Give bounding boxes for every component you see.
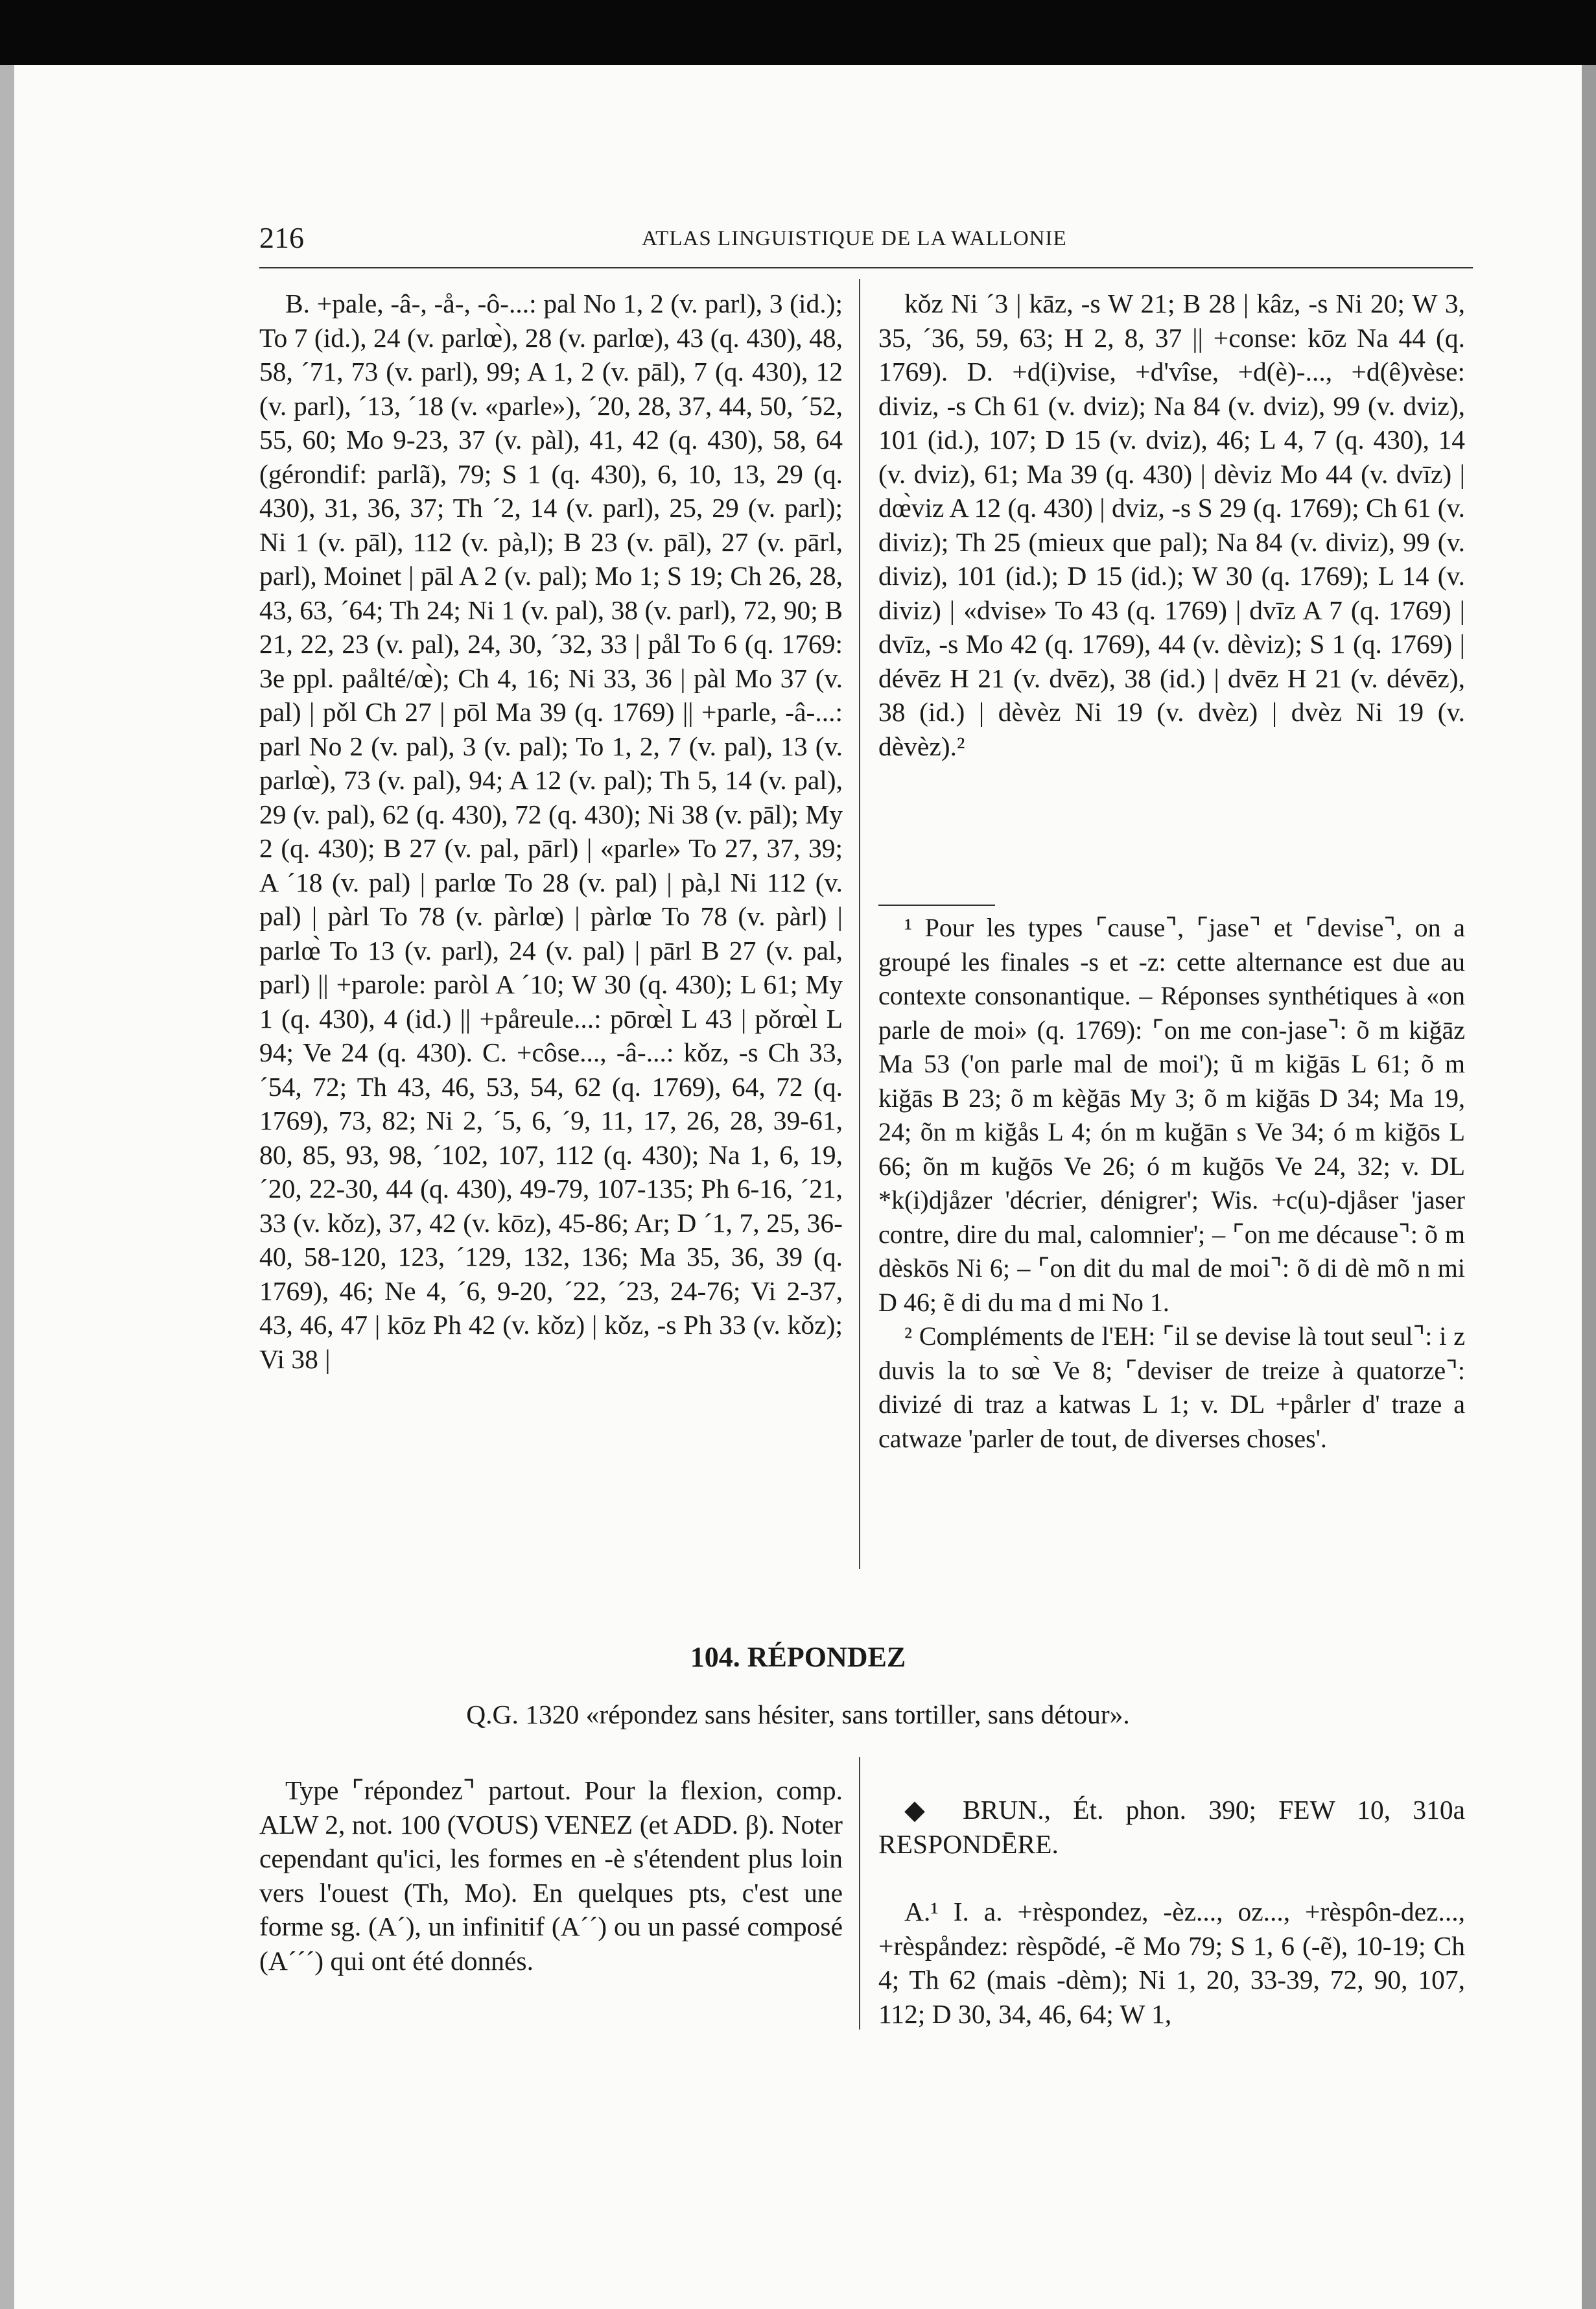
entry-text: A.¹ I. a. +rèspondez, -èz..., oz..., +rèspôn-dez..., +rèspåndez: rèspõdé, -ẽ Mo 79; S 1, 6 (-ẽ), 10-19; Ch 4; Th 62 (mais -dèm); Ni 1, 20, 33-39, 72, 90, 107, 112; D 30, 34, 46, 64; W 1, [878, 1897, 1465, 2029]
section-title: 104. RÉPONDEZ [690, 1641, 906, 1673]
footnote-rule [878, 905, 995, 906]
column-divider [859, 279, 860, 1569]
footnotes [878, 911, 1465, 1456]
bottom-column-divider [859, 1757, 860, 2030]
footnote-2: ² Compléments de l'EH: ⌜il se devise là tout seul⌝: i z duvis la to sœ̀ Ve 8; ⌜deviser de treize à quatorze⌝: divizé di traz a katwas L 1; v. DL +pårler d' traze a catwaze 'parler de tout, de diverses choses'. [878, 1321, 1465, 1453]
left-column [259, 287, 843, 1376]
commentary-text: Type ⌜répondez⌝ partout. Pour la flexion, comp. ALW 2, not. 100 (VOUS) VENEZ (et ADD. β). Noter cependant qu'ici, les formes en -è s'étendent plus loin vers l'ouest (Th, Mo). En quelques pts, c'est une forme sg. (A´), un infinitif (A´´) ou un passé composé (A´´´) qui ont été donnés. [259, 1775, 843, 1976]
header-rule [259, 267, 1473, 268]
section-question: Q.G. 1320 «répondez sans hésiter, sans tortiller, sans détour». [466, 1699, 1130, 1729]
left-column-text: B. +pale, -â-, -å-, -ô-...: pal No 1, 2 (v. parl), 3 (id.); To 7 (id.), 24 (v. parlœ̀), 28 (v. parlœ), 43 (q. 430), 48, 58, ´71, 73 (v. parl), 99; A 1, 2 (v. pāl), 7 (q. 430), 12 (v. parl), ´13, ´18 (v. «parle»), ´20, 28, 37, 44, 50, ´52, 55, 60; Mo 9-23, 37 (v. pàl), 41, 42 (q. 430), 58, 64 (gérondif: parlã), 79; S 1 (q. 430), 6, 10, 13, 29 (q. 430), 31, 36, 37; Th ´2, 14 (v. parl), 25, 29 (v. parl); Ni 1 (v. pāl), 112 (v. pà,l); B 23 (v. pāl), 27 (v. pārl, parl), Moinet | pāl A 2 (v. pal); Mo 1; S 19; Ch 26, 28, 43, 63, ´64; Th 24; Ni 1 (v. pal), 38 (v. parl), 72, 90; B 21, 22, 23 (v. pal), 24, 30, ´32, 33 | pål To 6 (q. 1769: 3e ppl. paålté/œ̀); Ch 4, 16; Ni 33, 36 | pàl Mo 37 (v. pal) | pǒl Ch 27 | pōl Ma 39 (q. 1769) || +parle, -â-...: parl No 2 (v. pal), 3 (v. pal); To 1, 2, 7 (v. pal), 13 (v. parlœ̀), 73 (v. pal), 94; A 12 (v. pal); Th 5, 14 (v. pal), 29 (v. pal), 62 (q. 430), 72 (q. 430); Ni 38 (v. pāl); My 2 (q. 430); B 27 (v. pal, pārl) | «parle» To 27, 37, 39; A ´18 (v. pal) | parlœ To 28 (v. pal) | pà,l Ni 112 (v. pal) | pàrl To 78 (v. pàrlœ) | pàrlœ To 78 (v. pàrl) | parlœ̀ To 13 (v. parl), 24 (v. pal) | pārl B 27 (v. pal, parl) || +parole: paròl A ´10; W 30 (q. 430); L 61; My 1 (q. 430), 4 (id.) || +påreule...: pōrœ̀l L 43 | pǒrœ̀l L 94; Ve 24 (q. 430). C. +côse..., -â-...: kǒz, -s Ch 33, ´54, 72; Th 43, 46, 53, 54, 62 (q. 1769), 64, 72 (q. 1769), 73, 82; Ni 2, ´5, 6, ´9, 11, 17, 26, 28, 39-61, 80, 85, 93, 98, ´102, 107, 112 (q. 430); Na 1, 6, 19, ´20, 22-30, 44 (q. 430), 49-79, 107-135; Ph 6-16, ´21, 33 (v. kǒz), 37, 42 (v. kōz), 45-86; Ar; D ´1, 7, 25, 36-40, 58-120, 123, ´129, 132, 136; Ma 35, 36, 39 (q. 1769), 46; Ne 4, ´6, 9-20, ´22, ´23, 24-76; Vi 2-37, 43, 46, 47 | kōz Ph 42 (v. kǒz) | kǒz, -s Ph 33 (v. kǒz); Vi 38 | [259, 289, 843, 1374]
right-column [878, 287, 1465, 763]
right-column-text: kǒz Ni ´3 | kāz, -s W 21; B 28 | kâz, -s Ni 20; W 3, 35, ´36, 59, 63; H 2, 8, 37 || +conse: kōz Na 44 (q. 1769). D. +d(i)vise, +d'vîse, +d(è)-..., +d(ê)vèse: diviz, -s Ch 61 (v. dviz); Na 84 (v. dviz), 99 (v. dviz), 101 (id.), 107; D 15 (v. dviz), 46; L 4, 7 (q. 430), 14 (v. dviz), 61; Ma 39 (q. 430) | dèviz Mo 44 (v. dvīz) | dœ̀viz A 12 (q. 430) | dviz, -s S 29 (q. 1769); Ch 61 (v. diviz); Th 25 (mieux que pal); Na 84 (v. diviz), 99 (v. diviz), 101 (id.); D 15 (id.); W 30 (q. 1769); L 14 (v. diviz) | «dvise» To 43 (q. 1769) | dvīz A 7 (q. 1769) | dvīz, -s Mo 42 (q. 1769), 44 (v. dèviz); S 1 (q. 1769) | dévēz H 21 (v. dvēz), 38 (id.) | dvēz H 21 (v. dévēz), 38 (id.) | dèvèz Ni 19 (v. dvèz) | dvèz Ni 19 (v. dèvèz).² [878, 289, 1465, 761]
scan-left-margin [0, 65, 14, 2309]
running-title: ATLAS LINGUISTIQUE DE LA WALLONIE [642, 227, 1067, 250]
references-text: ◆ BRUN., Ét. phon. 390; FEW 10, 310a RESPONDĒRE. [878, 1795, 1465, 1859]
footnote-1: ¹ Pour les types ⌜cause⌝, ⌜jase⌝ et ⌜devise⌝, on a groupé les finales -s et -z: cette alternance est due au contexte consonantique. – Réponses synthétiques à «on parle de moi» (q. 1769): ⌜on me con-jase⌝: õ m kiğāz Ma 53 ('on parle mal de moi'); ũ m kiğās L 61; õ m kiğās B 23; õ m kèğās My 3; õ m kiğās D 34; Ma 19, 24; õn m kiğås L 4; ón m kuğān s Ve 34; ó m kiğōs L 66; õn m kuğōs Ve 26; ó m kuğōs Ve 24, 32; v. DL *k(i)djåzer 'décrier, dénigrer'; Wis. +c(u)-djåser 'jaser contre, dire du mal, calomnier'; – ⌜on me décause⌝: õ m dèskōs Ni 6; – ⌜on dit du mal de moi⌝: õ di dè mõ n mi D 46; ẽ di du ma d mi No 1. [878, 913, 1465, 1317]
bottom-right-column [878, 1793, 1465, 2031]
scan-top-band [0, 0, 1596, 65]
page-number: 216 [259, 221, 304, 254]
scan-right-edge [1582, 65, 1596, 2309]
bottom-left-column [259, 1773, 843, 1978]
